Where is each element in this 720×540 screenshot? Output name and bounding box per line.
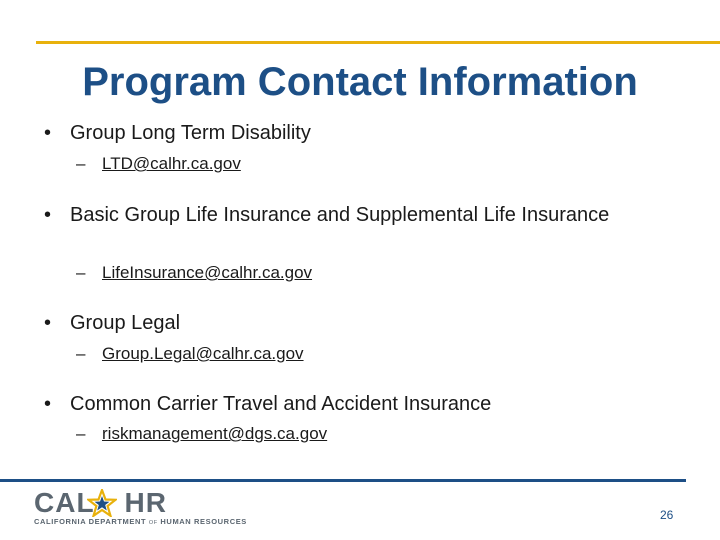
dash-marker: – xyxy=(76,263,86,282)
list-item xyxy=(44,310,630,336)
list-item xyxy=(44,391,630,417)
list-item xyxy=(44,202,630,228)
logo-subtitle: CALIFORNIA DEPARTMENT OF HUMAN RESOURCES xyxy=(34,517,247,526)
item-label: Common Carrier Travel and Accident Insurance xyxy=(70,393,492,415)
email-link[interactable]: LTD@calhr.ca.gov xyxy=(102,154,241,173)
sub-item xyxy=(76,343,304,365)
dash-marker: – xyxy=(76,424,86,443)
star-icon xyxy=(87,489,117,517)
calhr-logo xyxy=(34,487,247,528)
bottom-divider xyxy=(0,479,686,482)
email-link[interactable]: Group.Legal@calhr.ca.gov xyxy=(102,344,304,363)
item-label: Group Long Term Disability xyxy=(70,122,311,144)
top-divider xyxy=(36,41,720,44)
slide-title: Program Contact Information xyxy=(82,60,638,104)
sub-item xyxy=(76,423,327,445)
sub-item xyxy=(76,153,241,175)
item-label: Basic Group Life Insurance and Supplemental Life Insurance xyxy=(70,204,610,226)
logo-right-text: HR xyxy=(124,487,167,518)
dash-marker: – xyxy=(76,344,86,363)
bullet-marker: • xyxy=(44,312,52,334)
item-label: Group Legal xyxy=(70,312,181,334)
bullet-marker: • xyxy=(44,393,52,415)
logo-left-text: CAL xyxy=(34,487,95,518)
bullet-marker: • xyxy=(44,204,52,226)
sub-item xyxy=(76,262,312,284)
email-link[interactable]: LifeInsurance@calhr.ca.gov xyxy=(102,263,313,282)
list-item xyxy=(44,120,630,146)
page-number: 26 xyxy=(660,508,674,522)
bullet-marker: • xyxy=(44,122,52,144)
dash-marker: – xyxy=(76,154,86,173)
email-link[interactable]: riskmanagement@dgs.ca.gov xyxy=(102,424,328,443)
